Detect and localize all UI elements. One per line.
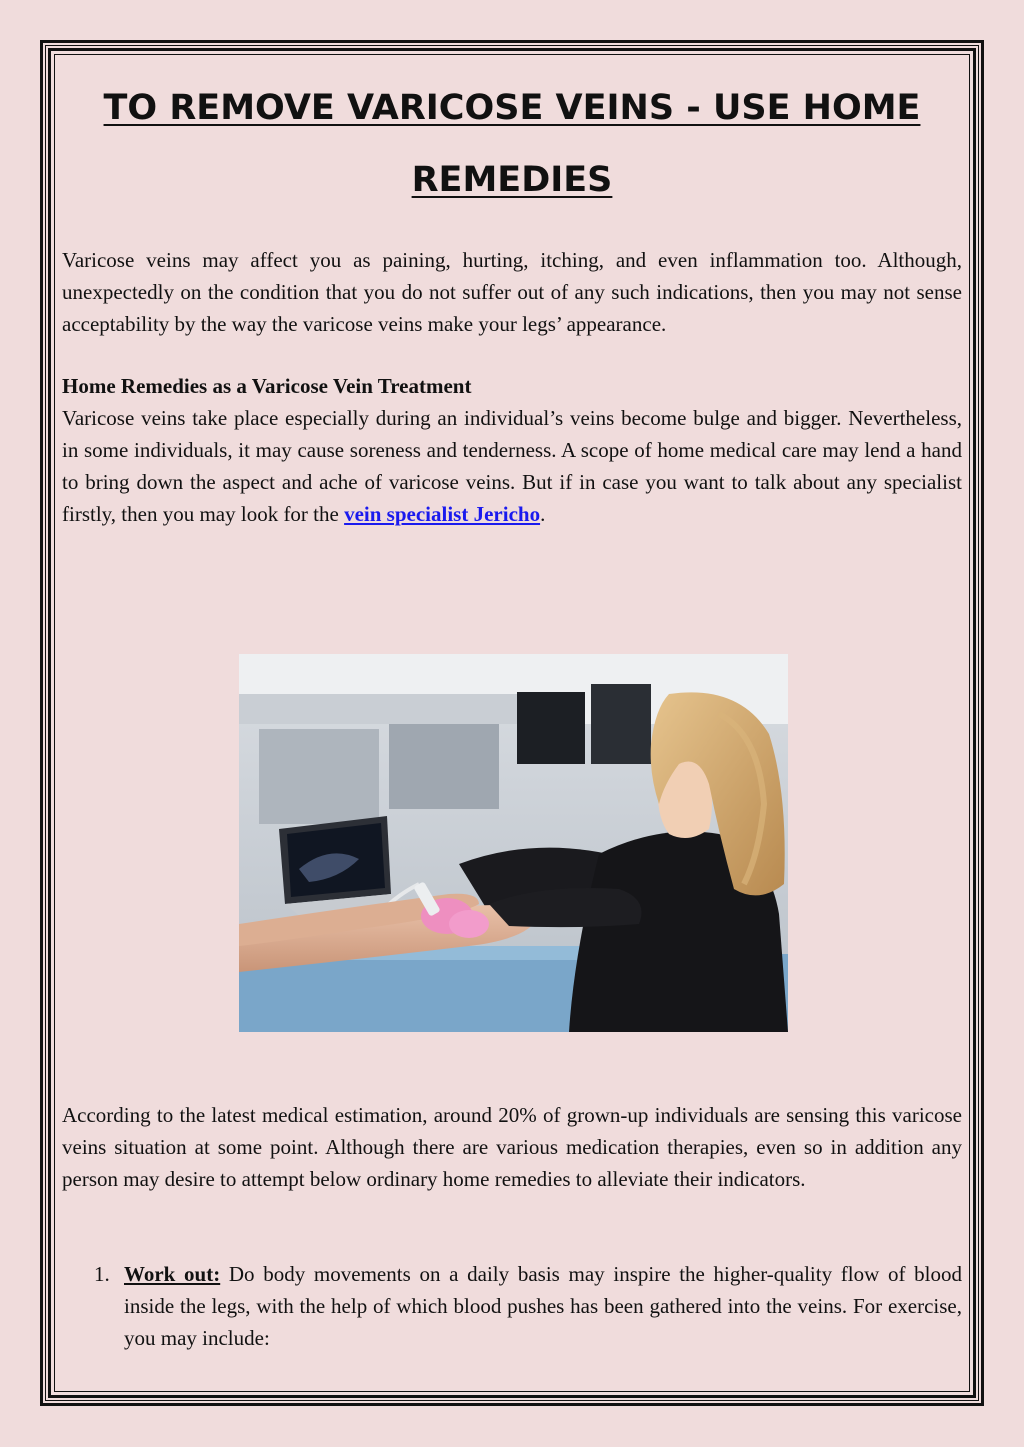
body-text-end: . (540, 502, 546, 526)
remedies-list (62, 1258, 962, 1354)
title-line-1: TO REMOVE VARICOSE VEINS - USE HOME (103, 88, 921, 128)
title-line-2: REMEDIES (411, 160, 613, 200)
page-title (62, 72, 962, 216)
body-text: Varicose veins take place especially during an individual’s veins become bulge and bigger. Nevertheless, in some individuals, it may cause soreness and tenderness. A scope of home medical care may lend a hand to bring down the aspect and ache of varicose veins. But if in case you want to talk about any specialist firstly, then you may look for the (62, 406, 962, 526)
intro-paragraph: Varicose veins may affect you as paining, hurting, itching, and even inflammation too. Although, unexpectedly on the condition that you do not suffer out of any such indications, then you may not sense acceptability by the way the varicose veins make your legs’ appearance. (62, 248, 962, 336)
list-item-number: 1. (94, 1262, 110, 1286)
body-paragraph (62, 402, 962, 530)
list-item (62, 1258, 962, 1354)
document-body (62, 72, 962, 530)
estimation-paragraph: According to the latest medical estimation, around 20% of grown-up individuals are sensing this varicose veins situation at some point. Although there are various medication therapies, even so in addition any person may desire to attempt below ordinary home remedies to alleviate their indicators. (62, 1103, 962, 1191)
clinic-photo (239, 654, 788, 1032)
list-item-term: Work out: (124, 1262, 221, 1286)
vein-specialist-link[interactable]: vein specialist Jericho (344, 502, 541, 526)
section-heading: Home Remedies as a Varicose Vein Treatment (62, 374, 472, 398)
list-item-text: Do body movements on a daily basis may inspire the higher-quality flow of blood inside the legs, with the help of which blood pushes has been gathered into the veins. For exercise, you may include: (124, 1262, 962, 1350)
